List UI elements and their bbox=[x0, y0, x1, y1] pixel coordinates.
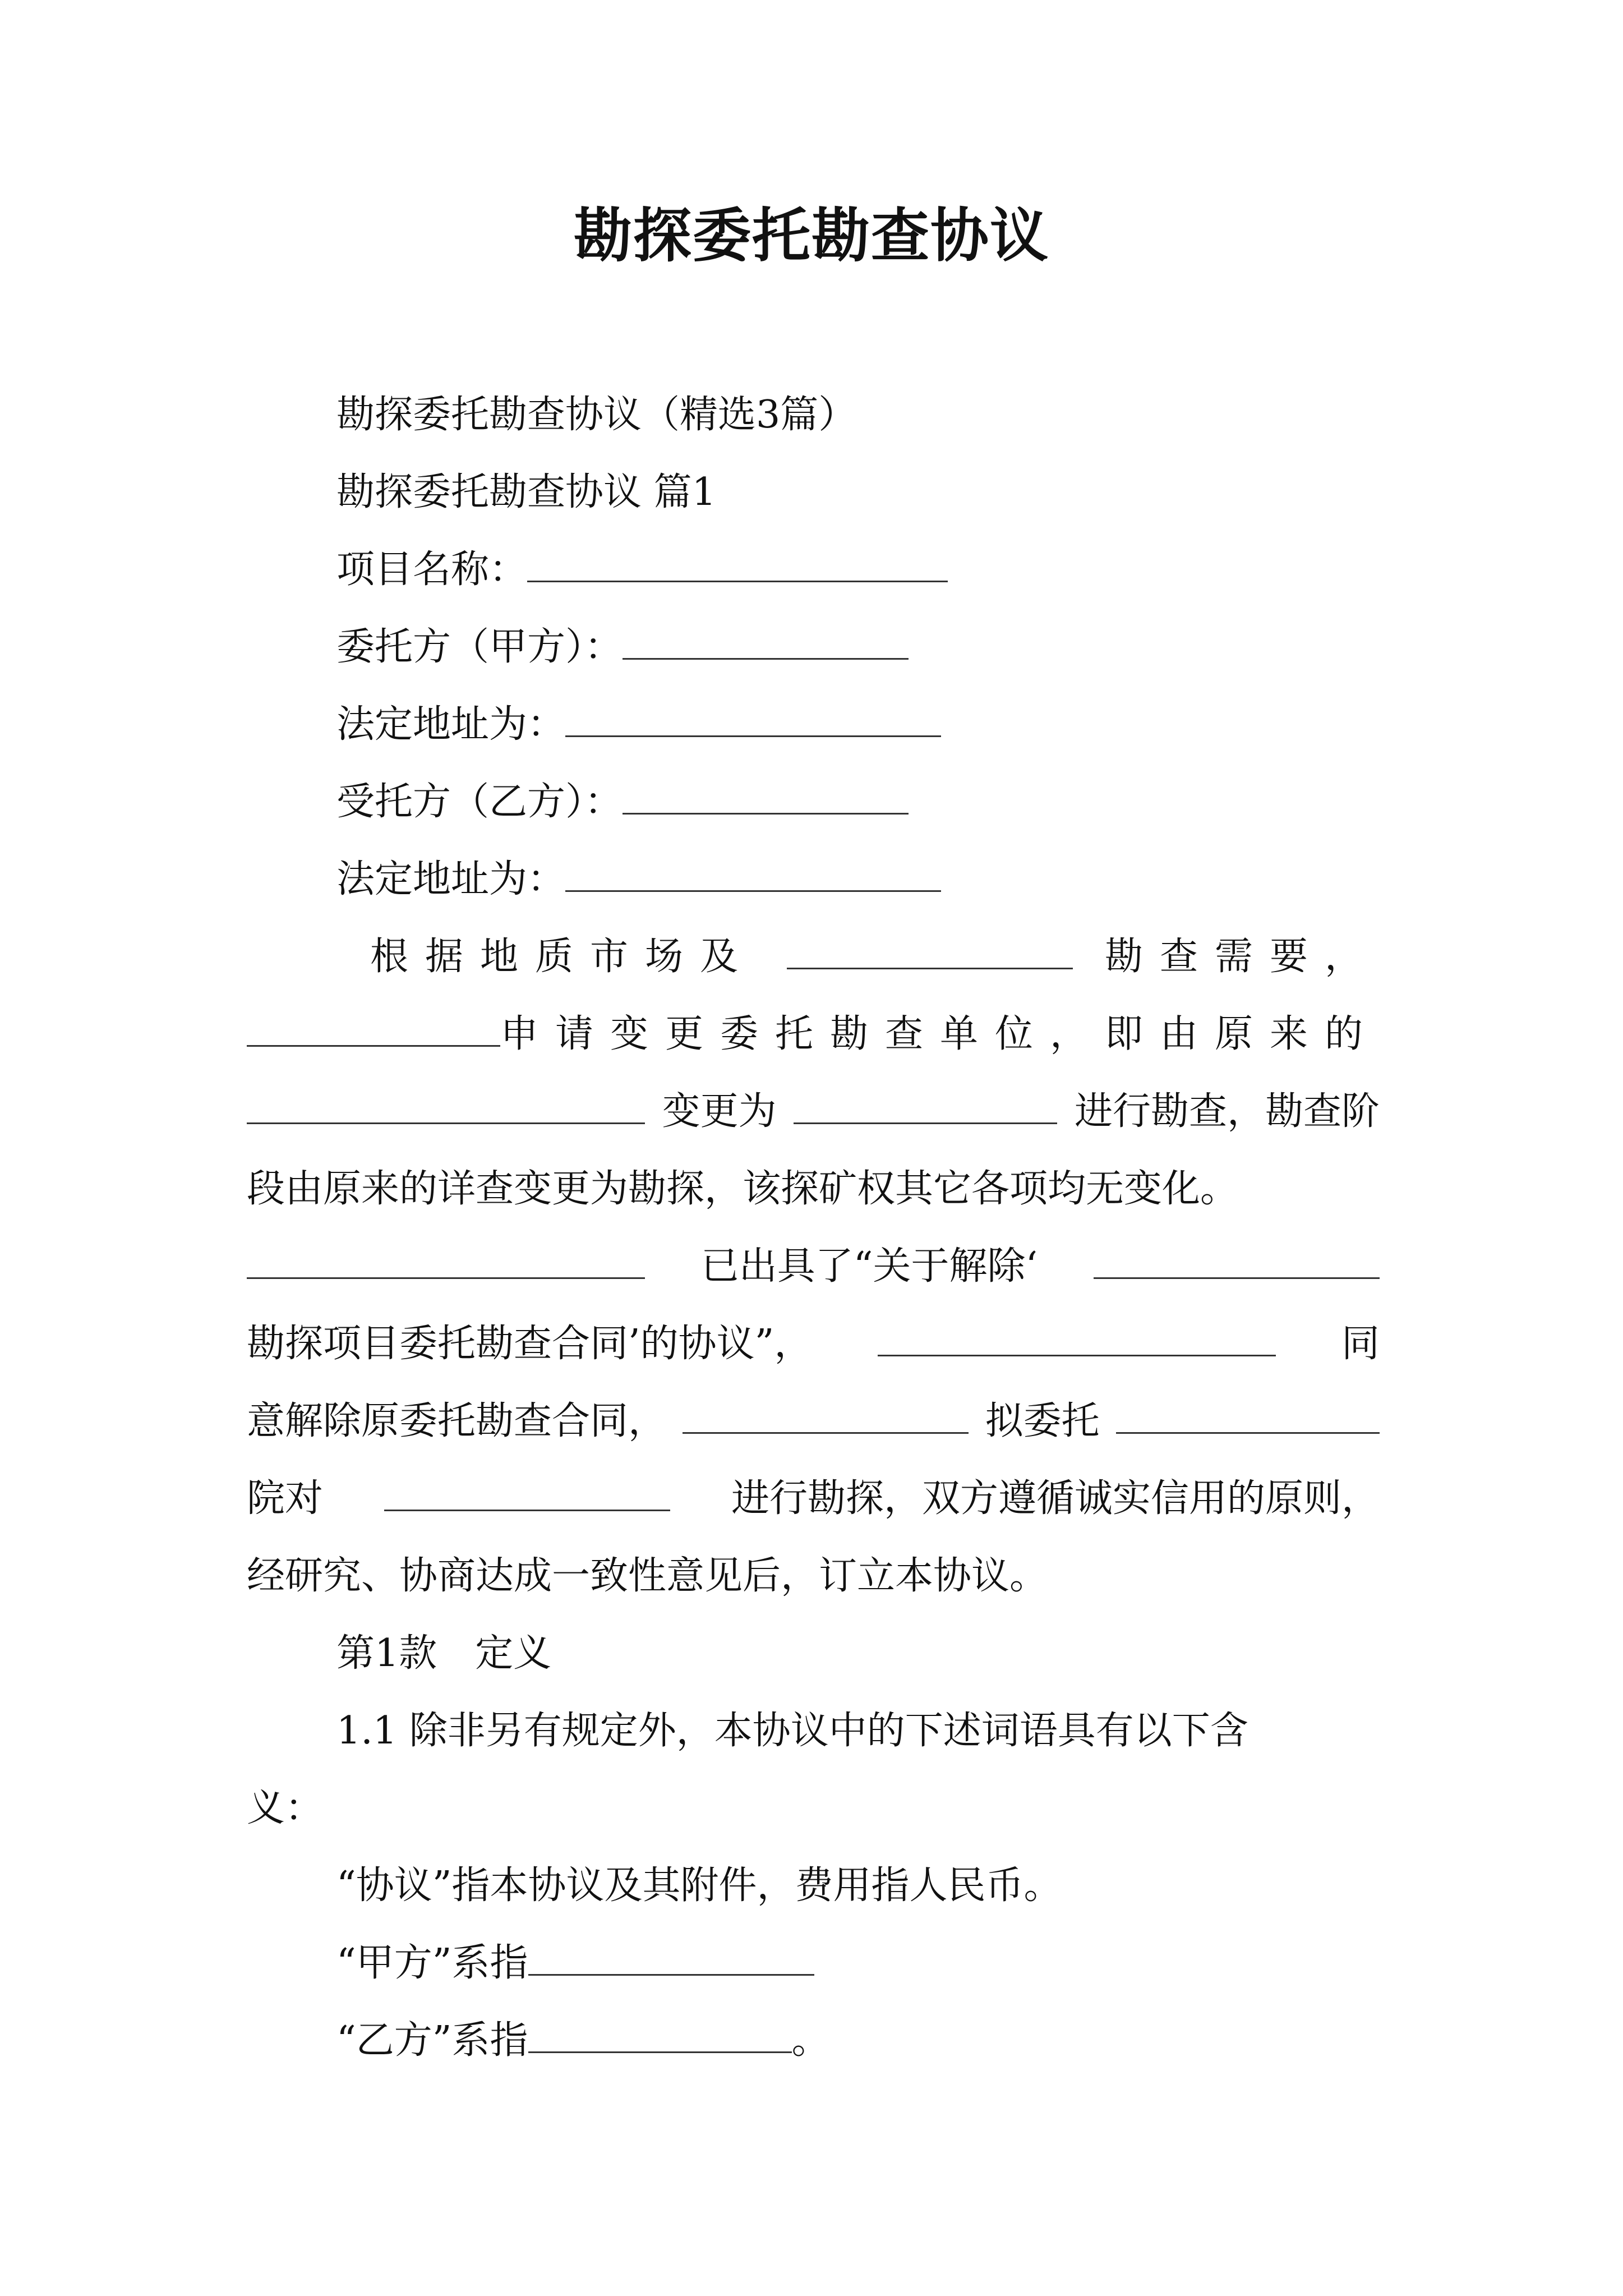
field-party-a bbox=[336, 619, 909, 675]
blank-line bbox=[565, 853, 941, 892]
paragraph-1-line-1 bbox=[247, 929, 1380, 985]
text-run: 根据地质市场及 bbox=[370, 935, 755, 979]
text-run: 院对 bbox=[247, 1476, 324, 1521]
paragraph-1-line-4: 段由原来的详查变更为勘探，该探矿权其它各项均无变化。 bbox=[247, 1167, 1239, 1211]
blank-line bbox=[623, 776, 909, 815]
text-run: 勘探项目委托勘查合同’的协议”， bbox=[247, 1322, 813, 1366]
paragraph-2-line-5: 经研究、协商达成一致性意见后，订立本协议。 bbox=[247, 1554, 1048, 1598]
text-run: “甲方”系指 bbox=[336, 1941, 528, 1985]
blank-line bbox=[527, 544, 948, 582]
blank-line bbox=[247, 1085, 645, 1124]
text-run: 进行勘探，双方遵循诚实信用的原则， bbox=[731, 1476, 1380, 1521]
field-label: 项目名称： bbox=[336, 547, 528, 592]
blank-line bbox=[623, 621, 909, 660]
field-label: 委托方（甲方）： bbox=[336, 625, 623, 669]
blank-line bbox=[247, 1240, 645, 1279]
paragraph-1-line-2 bbox=[247, 1006, 1380, 1062]
paragraph-2-line-4 bbox=[247, 1471, 1380, 1527]
part-heading: 勘探委托勘查协议 篇1 bbox=[336, 470, 716, 514]
text-run: 变更为 bbox=[662, 1089, 777, 1134]
definition-party-a bbox=[336, 1935, 814, 1991]
clause-1-1-line-1: 1.1 除非另有规定外，本协议中的下述词语具有以下含 bbox=[336, 1709, 1248, 1753]
field-party-b-address bbox=[336, 852, 941, 908]
paragraph-2-line-2 bbox=[247, 1316, 1380, 1372]
text-run: 同 bbox=[1341, 1322, 1380, 1366]
text-run: “乙方”系指 bbox=[336, 2018, 528, 2063]
field-party-a-address bbox=[336, 697, 941, 753]
blank-line bbox=[794, 1085, 1057, 1124]
field-party-b bbox=[336, 774, 909, 830]
blank-line bbox=[565, 698, 941, 737]
clause-1-1-line-2: 义： bbox=[247, 1786, 324, 1830]
text-run: 勘查需要， bbox=[1104, 935, 1380, 979]
paragraph-2-line-1 bbox=[247, 1239, 1380, 1295]
document-title: 勘探委托勘查协议 bbox=[573, 201, 1049, 270]
blank-line bbox=[528, 2014, 792, 2053]
text-run: 进行勘查，勘查阶 bbox=[1074, 1089, 1380, 1134]
blank-line bbox=[683, 1395, 969, 1434]
blank-line bbox=[878, 1318, 1276, 1356]
text-run: 已出具了“关于解除‘ bbox=[700, 1244, 1038, 1289]
blank-line bbox=[1094, 1240, 1380, 1279]
definition-party-b bbox=[336, 2013, 830, 2069]
document-subtitle: 勘探委托勘查协议（精选3篇） bbox=[336, 393, 857, 437]
text-run: 意解除原委托勘查合同， bbox=[247, 1399, 667, 1443]
blank-line bbox=[384, 1473, 670, 1511]
section-1-heading: 第1款 定义 bbox=[336, 1631, 552, 1676]
text-run: 申请变更委托勘查单位，即由原来的 bbox=[500, 1012, 1380, 1056]
field-label: 法定地址为： bbox=[336, 857, 566, 901]
blank-line bbox=[787, 931, 1073, 969]
blank-line bbox=[1116, 1395, 1380, 1434]
blank-line bbox=[528, 1937, 814, 1976]
field-label: 受托方（乙方）： bbox=[336, 780, 623, 824]
paragraph-1-line-3 bbox=[247, 1084, 1380, 1140]
text-run: 拟委托 bbox=[985, 1399, 1100, 1443]
definition-agreement: “协议”指本协议及其附件，费用指人民币。 bbox=[336, 1864, 1062, 1908]
paragraph-2-line-3 bbox=[247, 1393, 1380, 1450]
blank-line bbox=[247, 1008, 500, 1047]
text-run: 。 bbox=[791, 2018, 830, 2063]
field-project-name bbox=[336, 542, 948, 598]
field-label: 法定地址为： bbox=[336, 702, 566, 747]
